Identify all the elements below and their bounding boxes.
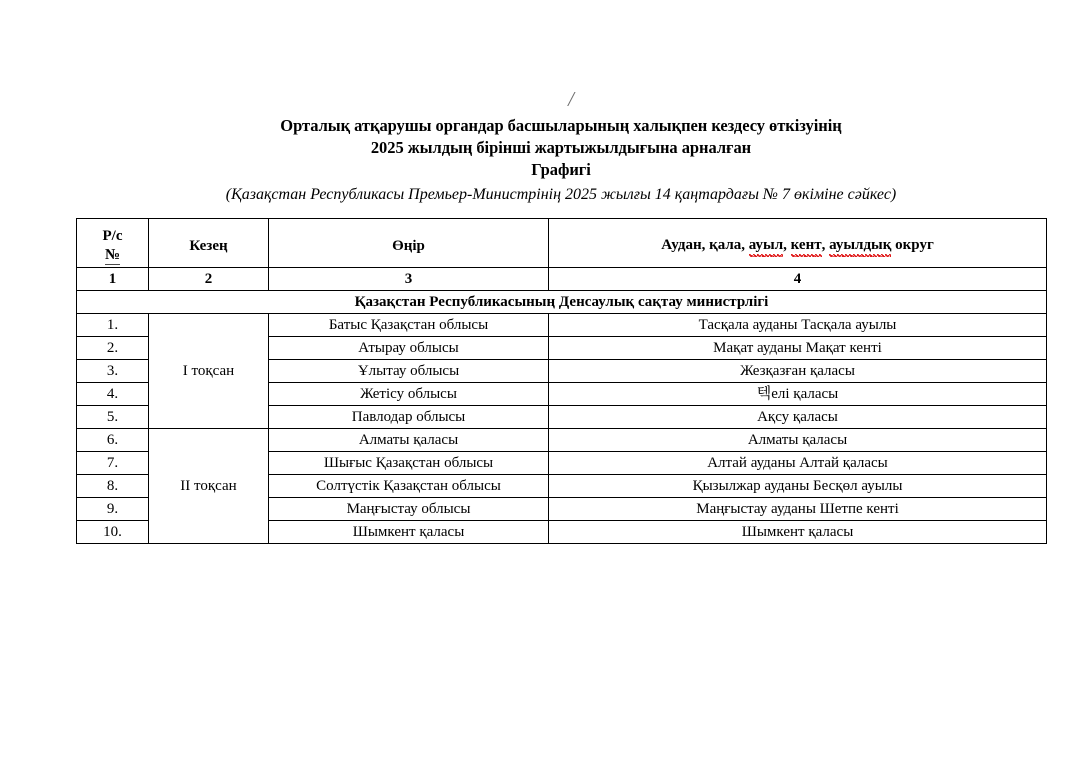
cell-locality: Жезқазған қаласы — [549, 360, 1047, 383]
table-column-number-row — [77, 268, 1047, 291]
stray-slash-mark: / — [568, 87, 574, 111]
cell-locality: Мақат ауданы Мақат кенті — [549, 337, 1047, 360]
header-number-line-2 — [77, 246, 148, 265]
cell-region: Павлодар облысы — [269, 406, 549, 429]
cell-region: Шығыс Қазақстан облысы — [269, 452, 549, 475]
header-locality-label: Аудан, қала, ауыл, кент, ауылдық округ — [549, 230, 1046, 257]
cell-locality: 텍елі қаласы — [549, 383, 1047, 406]
cell-row-number: 2. — [77, 337, 149, 360]
cell-region: Жетісу облысы — [269, 383, 549, 406]
cell-row-number: 5. — [77, 406, 149, 429]
cell-period: II тоқсан — [149, 429, 269, 544]
table-row — [77, 429, 1047, 452]
header-cell-period — [149, 219, 269, 268]
cell-locality: Қызылжар ауданы Бесқөл ауылы — [549, 475, 1047, 498]
header-cell-locality — [549, 219, 1047, 268]
header-number-symbol: № — [104, 247, 121, 263]
cell-row-number: 10. — [77, 521, 149, 544]
column-number-1: 1 — [77, 268, 149, 291]
document-title-block — [76, 115, 1046, 207]
cell-row-number: 1. — [77, 314, 149, 337]
column-number-3: 3 — [269, 268, 549, 291]
header-locality-token-misspelled-3: кент — [791, 236, 822, 257]
cell-row-number: 6. — [77, 429, 149, 452]
section-title-cell: Қазақстан Республикасының Денсаулық сақтау министрлігі — [77, 291, 1047, 314]
cell-locality: Маңғыстау ауданы Шетпе кенті — [549, 498, 1047, 521]
cell-region: Солтүстік Қазақстан облысы — [269, 475, 549, 498]
document-subtitle: (Қазақстан Республикасы Премьер-Министрінің 2025 жылғы 14 қаңтардағы № 7 өкіміне сәйкес) — [225, 186, 897, 203]
table-body — [77, 314, 1047, 544]
header-cell-region — [269, 219, 549, 268]
header-number-line-1: Р/с — [102, 228, 123, 244]
header-region-label: Өңір — [392, 237, 425, 254]
cell-locality: Ақсу қаласы — [549, 406, 1047, 429]
title-line-1: Орталық атқарушы органдар басшыларының халықпен кездесу өткізуінің — [280, 116, 842, 135]
title-line-3: Графигі — [531, 160, 591, 179]
cell-locality: Шымкент қаласы — [549, 521, 1047, 544]
cell-row-number: 8. — [77, 475, 149, 498]
schedule-table — [76, 218, 1047, 544]
cell-region: Ұлытау облысы — [269, 360, 549, 383]
cell-locality: Тасқала ауданы Тасқала ауылы — [549, 314, 1047, 337]
column-number-4: 4 — [549, 268, 1047, 291]
table-section-header-row — [77, 291, 1047, 314]
header-locality-token-misspelled-5: ауылдық — [829, 236, 891, 257]
column-number-2: 2 — [149, 268, 269, 291]
cell-period: I тоқсан — [149, 314, 269, 429]
cell-region: Маңғыстау облысы — [269, 498, 549, 521]
header-locality-token-misspelled-1: ауыл — [749, 236, 783, 257]
table-header-row — [77, 219, 1047, 268]
cell-region: Атырау облысы — [269, 337, 549, 360]
cell-region: Алматы қаласы — [269, 429, 549, 452]
cell-locality: Алматы қаласы — [549, 429, 1047, 452]
cell-region: Шымкент қаласы — [269, 521, 549, 544]
cell-region: Батыс Қазақстан облысы — [269, 314, 549, 337]
cell-row-number: 3. — [77, 360, 149, 383]
cell-row-number: 7. — [77, 452, 149, 475]
cell-locality: Алтай ауданы Алтай қаласы — [549, 452, 1047, 475]
header-cell-number — [77, 219, 149, 268]
header-period-label: Кезең — [189, 237, 228, 254]
cell-row-number: 9. — [77, 498, 149, 521]
cell-row-number: 4. — [77, 383, 149, 406]
table-row — [77, 314, 1047, 337]
title-line-2: 2025 жылдың бірінші жартыжылдығына арналған — [370, 138, 752, 157]
